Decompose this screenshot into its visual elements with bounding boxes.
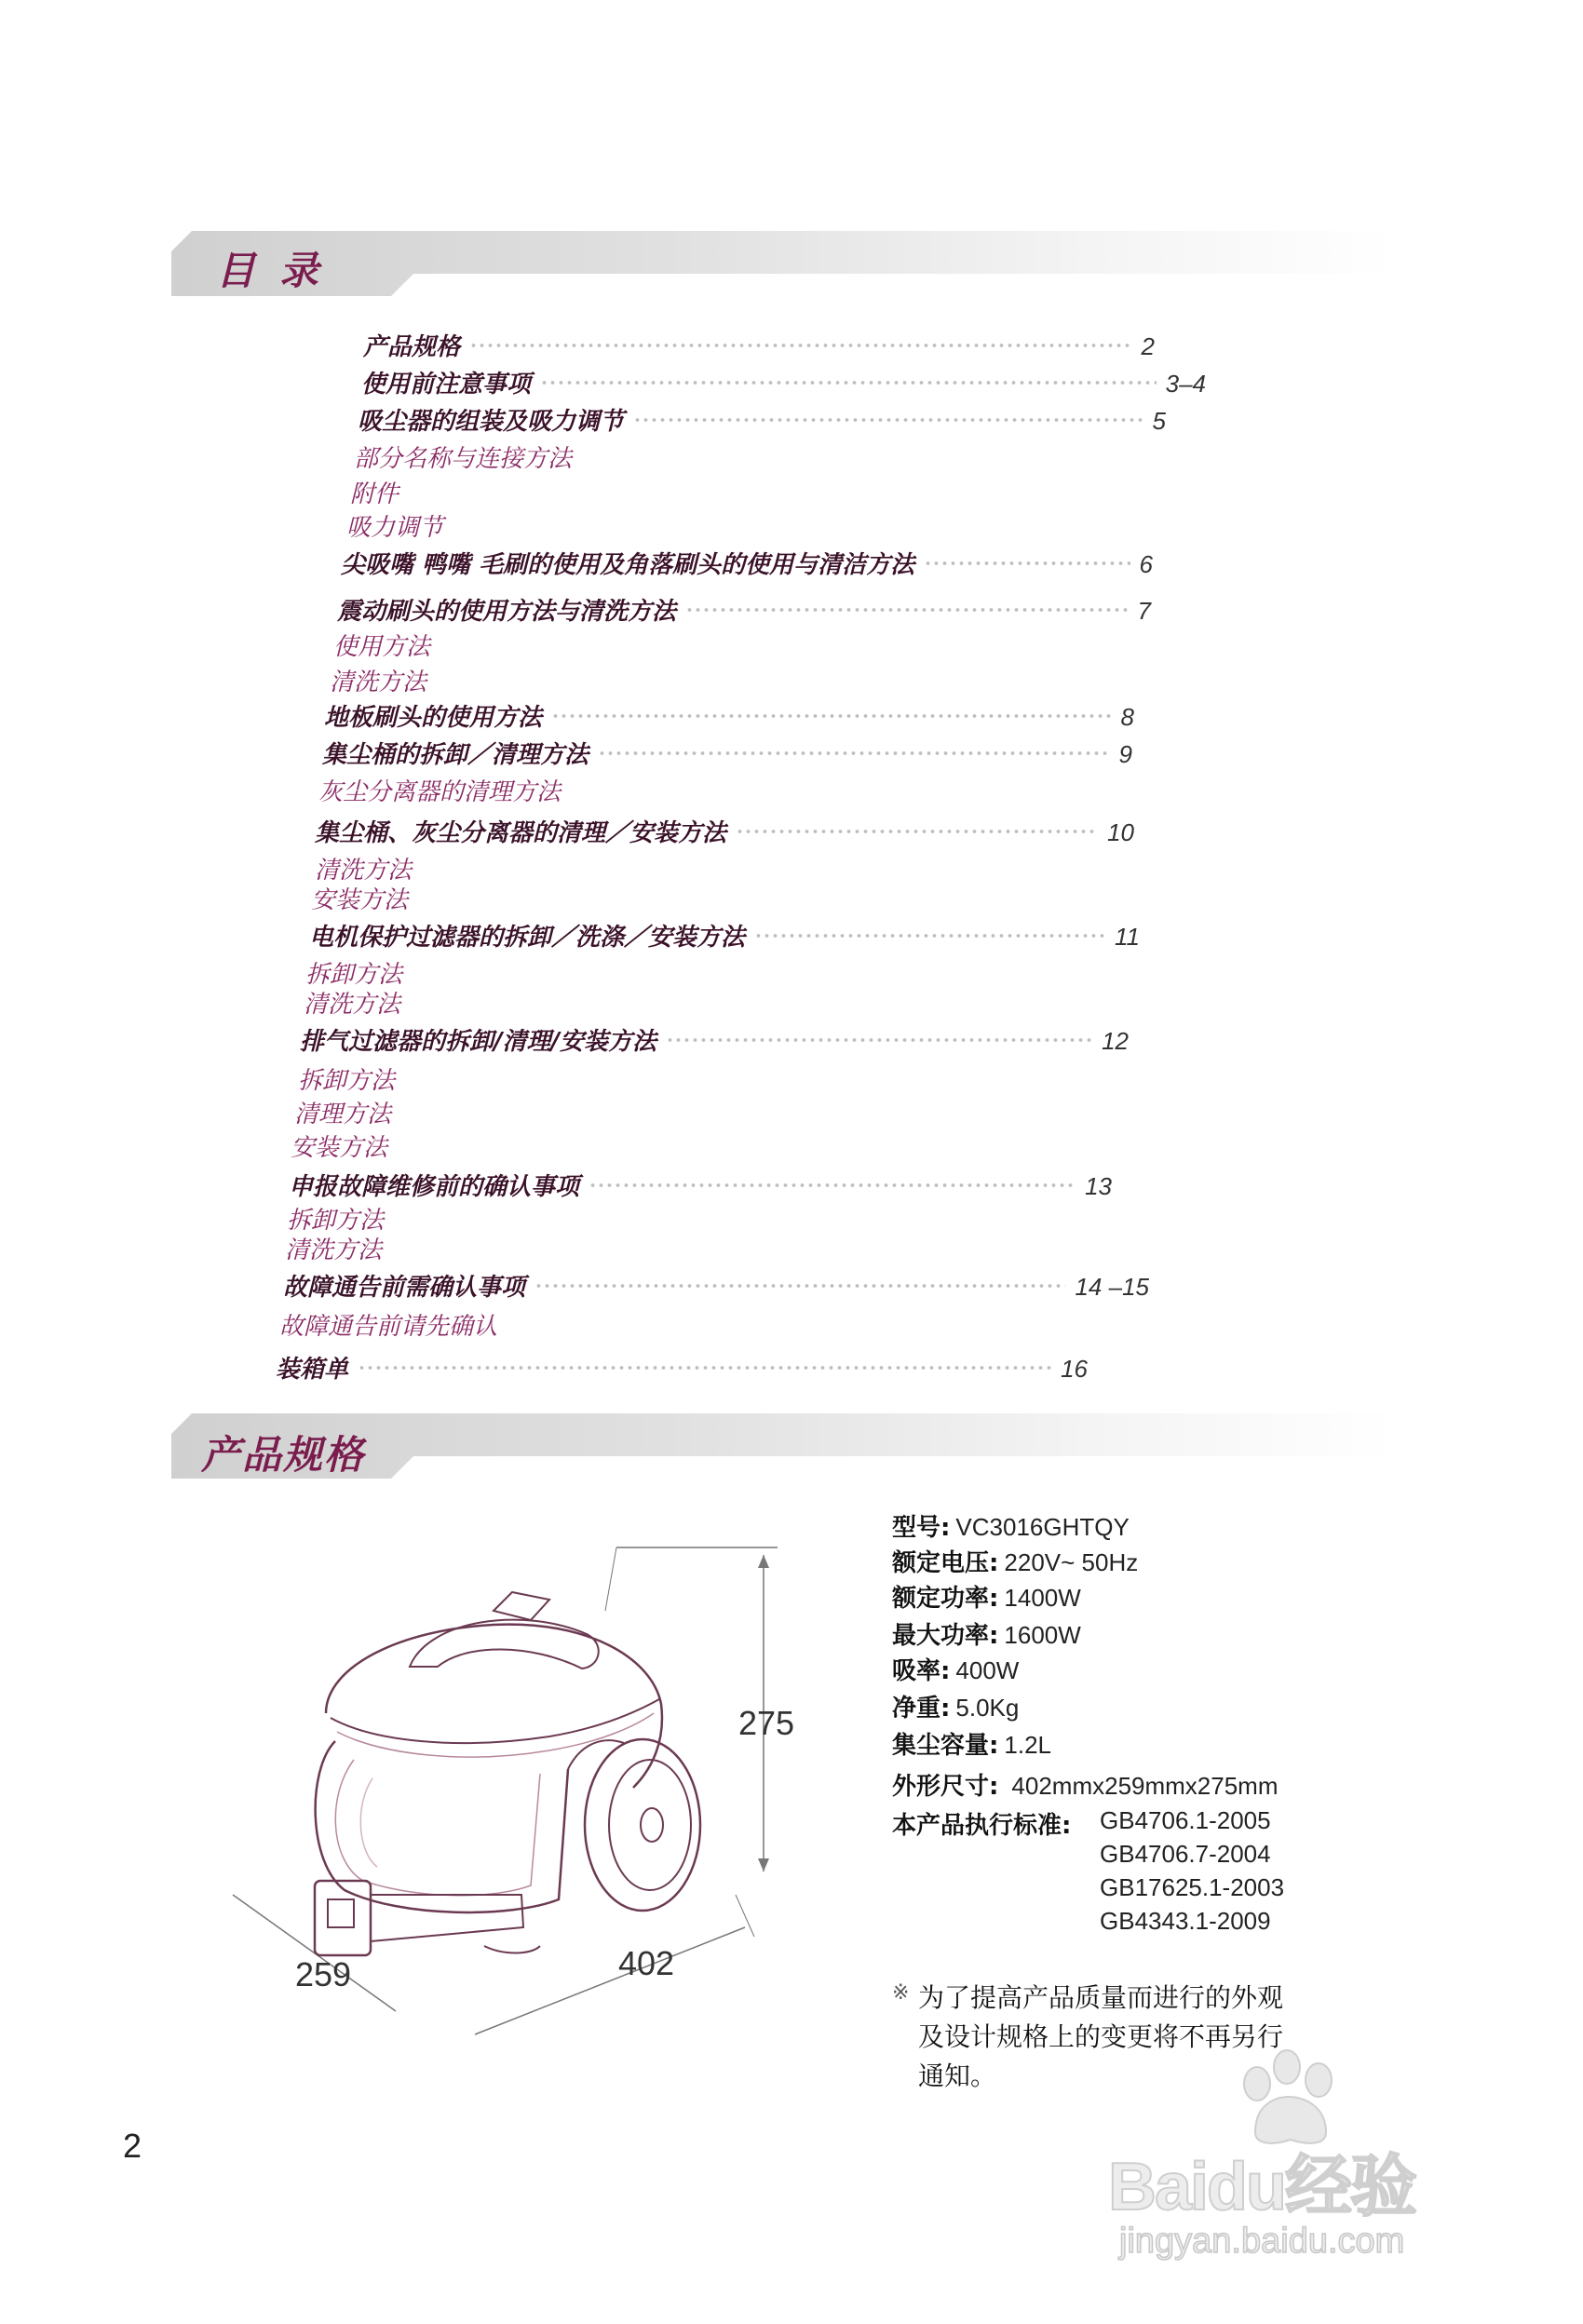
toc-leader-dots [589,1182,1076,1188]
toc-subentry[interactable]: 清洗方法 [315,857,413,885]
spec-row-weight [892,1689,1019,1723]
standard-item: GB4706.1-2005 [1100,1806,1271,1834]
toc-subentry[interactable]: 安装方法 [311,886,409,914]
toc-entry-label: 地板刷头的使用方法 [324,704,543,732]
toc-entry-label: 电机保护过滤器的拆卸／洗涤／安装方法 [309,924,746,952]
toc-title: 目录 [216,248,344,293]
toc-subentry[interactable]: 清洗方法 [304,991,401,1019]
spec-row-suction [892,1652,1019,1686]
toc-subentry[interactable]: 拆卸方法 [305,961,403,989]
spec-value: 402mmx259mmx275mm [1011,1772,1279,1800]
spec-value: 220V~ 50Hz [1004,1548,1139,1576]
toc-subentry[interactable]: 灰尘分离器的清理方法 [318,778,561,806]
toc-leader-dots [551,713,1112,719]
toc-entry-label: 集尘桶、灰尘分离器的清理／安装方法 [315,819,727,847]
spec-row-rated-power [892,1579,1081,1614]
spec-row-model [892,1508,1130,1543]
toc-entry-label: 产品规格 [363,333,461,361]
toc-entry-page: 8 [1120,703,1134,731]
spec-row-standards [892,1806,1071,1841]
toc-subentry[interactable]: 使用方法 [333,633,431,661]
spec-key: 净重: [892,1695,951,1723]
toc-entry-label: 排气过滤器的拆卸/清理/安装方法 [300,1028,656,1056]
dimension-width-label: 402 [618,1944,675,1982]
toc-entry-page: 6 [1139,550,1153,578]
toc-subentry[interactable]: 部分名称与连接方法 [354,445,573,473]
spec-key: 额定电压: [892,1549,999,1577]
spec-row-voltage [892,1544,1138,1578]
toc-leader-dots [685,607,1129,613]
spec-key: 额定功率: [892,1585,999,1613]
toc-subentry[interactable]: 故障通告前请先确认 [279,1313,498,1341]
toc-subentry[interactable]: 拆卸方法 [287,1207,385,1235]
toc-entry-label: 申报故障维修前的确认事项 [289,1173,580,1201]
toc-entry-label: 吸尘器的组装及吸力调节 [358,408,625,436]
toc-entry-label: 装箱单 [276,1356,349,1384]
toc-entry[interactable] [341,546,1153,580]
toc-subentry[interactable]: 吸力调节 [346,514,444,542]
spec-value: 1.2L [1004,1731,1052,1759]
toc-entry[interactable] [361,365,1206,399]
spec-key: 型号: [892,1514,951,1542]
note-line: 为了提高产品质量而进行的外观 [918,1982,1284,2013]
toc-leader-dots [924,561,1130,566]
spec-row-capacity [892,1726,1051,1761]
toc-entry[interactable] [324,698,1134,733]
toc-entry-label: 故障通告前需确认事项 [283,1274,526,1302]
note-mark: ※ [892,1981,910,2005]
note-line: 通知。 [918,2061,997,2091]
toc-entry-page: 16 [1061,1355,1088,1383]
toc-entry-page: 10 [1107,818,1134,846]
standard-item: GB17625.1-2003 [1100,1873,1285,1901]
note-line: 及设计规格上的变更将不再另行 [918,2021,1284,2052]
toc-subentry[interactable]: 清理方法 [294,1101,392,1128]
spec-key: 集尘容量: [892,1732,999,1760]
toc-entry-page: 9 [1118,740,1132,768]
toc-header-band [171,231,1397,296]
spec-value: VC3016GHTQY [955,1513,1130,1541]
toc-entry-label: 尖吸嘴 鸭嘴 毛刷的使用及角落刷头的使用与清洁方法 [341,551,915,579]
toc-leader-dots [754,933,1105,939]
toc-entry[interactable] [276,1350,1088,1385]
page-number: 2 [123,2127,142,2165]
dimension-height-label: 275 [738,1704,795,1742]
toc-entry[interactable] [309,918,1140,953]
toc-leader-dots [534,1283,1065,1289]
toc-leader-dots [540,380,1157,385]
toc-entry[interactable] [315,814,1134,848]
toc-entry-label: 使用前注意事项 [361,371,532,399]
toc-entry[interactable] [337,592,1151,627]
toc-leader-dots [666,1037,1092,1043]
toc-entry-page: 2 [1141,332,1155,360]
spec-key: 外形尺寸: [892,1773,999,1801]
spec-value: 5.0Kg [955,1694,1020,1722]
toc-entry-page: 14 –15 [1075,1273,1149,1301]
toc-entry[interactable] [300,1022,1129,1057]
watermark-url: jingyan.baidu.com [1119,2222,1405,2261]
spec-row-dimensions [892,1767,1279,1802]
toc-subentry[interactable]: 清洗方法 [285,1236,383,1264]
spec-key: 吸率: [892,1657,951,1685]
toc-leader-dots [598,750,1110,756]
spec-value: 1400W [1004,1584,1081,1612]
dimension-depth-label: 259 [295,1955,352,1993]
toc-entry-page: 5 [1152,407,1166,435]
toc-subentry[interactable]: 附件 [350,480,399,508]
toc-subentry[interactable]: 清洗方法 [330,669,427,696]
toc-entry-label: 集尘桶的拆卸／清理方法 [322,741,589,769]
specs-title: 产品规格 [201,1432,366,1478]
standard-item: GB4343.1-2009 [1100,1907,1271,1935]
spec-key: 本产品执行标准: [892,1812,1072,1840]
toc-entry[interactable] [322,736,1132,770]
spec-key: 最大功率: [892,1622,999,1650]
toc-leader-dots [736,829,1098,834]
spec-value: 1600W [1004,1621,1081,1649]
toc-entry-page: 12 [1102,1027,1129,1055]
toc-subentry[interactable]: 拆卸方法 [298,1067,396,1095]
toc-entry-page: 11 [1115,923,1140,951]
spec-row-max-power [892,1616,1081,1651]
standard-item: GB4706.7-2004 [1100,1840,1271,1868]
toc-entry-page: 13 [1085,1172,1112,1200]
toc-entry[interactable] [363,328,1155,362]
spec-value: 400W [955,1656,1020,1684]
toc-entry-page: 3–4 [1165,370,1206,398]
toc-leader-dots [358,1365,1051,1371]
toc-entry[interactable] [358,402,1166,437]
baidu-jingyan-watermark [1108,2048,1481,2272]
toc-leader-dots [633,417,1143,423]
toc-entry-page: 7 [1137,597,1151,625]
watermark-brand: Baidu经验 [1108,2150,1416,2224]
toc-leader-dots [469,343,1132,348]
toc-entry[interactable] [283,1268,1149,1303]
toc-subentry[interactable]: 安装方法 [291,1134,388,1162]
toc-entry[interactable] [289,1168,1112,1202]
toc-entry-label: 震动刷头的使用方法与清洗方法 [337,598,677,626]
